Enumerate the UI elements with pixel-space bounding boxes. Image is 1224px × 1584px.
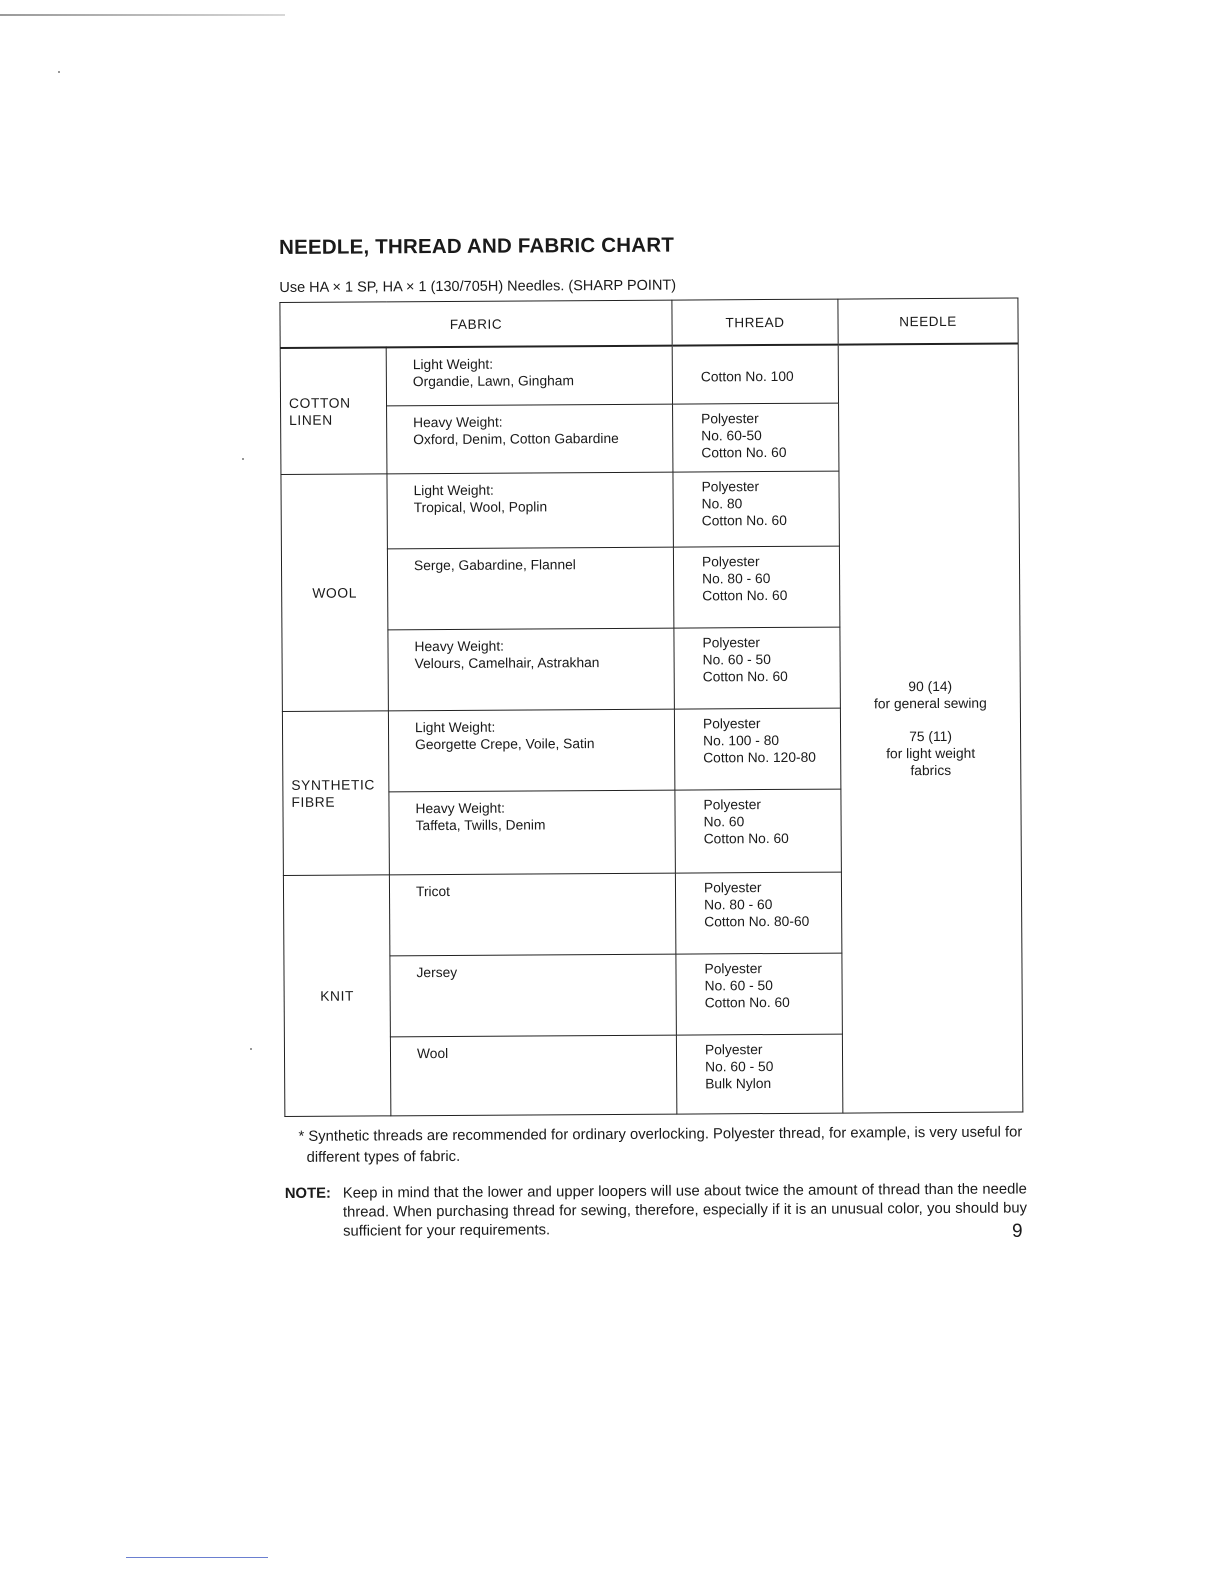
- needle-light-size: 75 (11): [909, 728, 952, 745]
- looper-thread-note: [285, 1180, 1027, 1242]
- column-header-fabric: FABRIC: [280, 300, 672, 348]
- fabric-description: Tricot: [389, 873, 675, 956]
- thread-spec: Polyester No. 80 - 60 Cotton No. 80-60: [675, 872, 841, 954]
- needle-general-use: for general sewing: [873, 695, 987, 712]
- needle-thread-fabric-table: [279, 297, 1023, 1116]
- thread-spec: Polyester No. 100 - 80 Cotton No. 120-80: [674, 708, 840, 790]
- note-text: Keep in mind that the lower and upper loopers will use about twice the amount of thread than the needle thread. When purchasing thread for sewing, therefore, especially if it is an unusual color, you should buy sufficient for your requirements.: [342, 1181, 1028, 1240]
- thread-spec: Polyester No. 60 - 50 Cotton No. 60: [674, 627, 840, 709]
- thread-spec: Cotton No. 100: [672, 345, 838, 405]
- category-knit: KNIT: [283, 875, 390, 1117]
- category-wool: WOOL: [281, 474, 388, 712]
- scan-edge-line: [126, 1557, 268, 1558]
- fabric-description: Heavy Weight: Velours, Camelhair, Astrakhan: [388, 628, 674, 711]
- chart-page-content: [279, 231, 1027, 1242]
- table-row: [280, 343, 1018, 406]
- fabric-description: Jersey: [390, 954, 676, 1037]
- synthetic-thread-footnote: * Synthetic threads are recommended for ordinary overlocking. Polyester thread, for example, is very useful for different types of fabric.: [298, 1124, 1023, 1166]
- note-label: NOTE:: [284, 1185, 331, 1202]
- fabric-description: Heavy Weight: Taffeta, Twills, Denim: [389, 790, 676, 875]
- thread-spec: Polyester No. 80 - 60 Cotton No. 60: [673, 546, 839, 628]
- scan-speck: [58, 71, 60, 73]
- column-header-needle: NEEDLE: [838, 298, 1018, 345]
- needle-type-subtitle: Use HA × 1 SP, HA × 1 (130/705H) Needles. (SHARP POINT): [279, 277, 677, 296]
- column-header-thread: THREAD: [672, 299, 838, 346]
- page-title: NEEDLE, THREAD AND FABRIC CHART: [279, 233, 675, 259]
- fabric-description: Light Weight: Georgette Crepe, Voile, Satin: [388, 709, 674, 792]
- needle-light-use: fabrics: [910, 762, 952, 779]
- needle-light-use: for light weight: [886, 745, 976, 762]
- fabric-description: Heavy Weight: Oxford, Denim, Cotton Gabardine: [387, 404, 673, 474]
- thread-spec: Polyester No. 60 - 50 Bulk Nylon: [676, 1034, 842, 1114]
- category-synthetic-fibre: SYNTHETIC FIBRE: [282, 711, 389, 876]
- thread-spec: Polyester No. 60 - 50 Cotton No. 60: [676, 953, 842, 1035]
- fabric-description: Light Weight: Organdie, Lawn, Gingham: [386, 346, 672, 406]
- fabric-description: Wool: [390, 1035, 676, 1116]
- scan-speck: [242, 458, 244, 460]
- thread-spec: Polyester No. 60 Cotton No. 60: [675, 789, 842, 873]
- thread-spec: Polyester No. 60-50 Cotton No. 60: [673, 403, 839, 472]
- scan-edge-line: [0, 14, 285, 16]
- fabric-description: Light Weight: Tropical, Wool, Poplin: [387, 472, 673, 549]
- fabric-description: Serge, Gabardine, Flannel: [387, 547, 673, 630]
- scan-speck: [250, 1048, 252, 1050]
- needle-size-cell: [838, 343, 1023, 1113]
- table-header-row: [280, 298, 1018, 348]
- category-cotton-linen: COTTON LINEN: [280, 347, 387, 474]
- needle-general-size: 90 (14): [908, 678, 953, 695]
- page-number: 9: [1012, 1221, 1023, 1242]
- thread-spec: Polyester No. 80 Cotton No. 60: [673, 471, 839, 547]
